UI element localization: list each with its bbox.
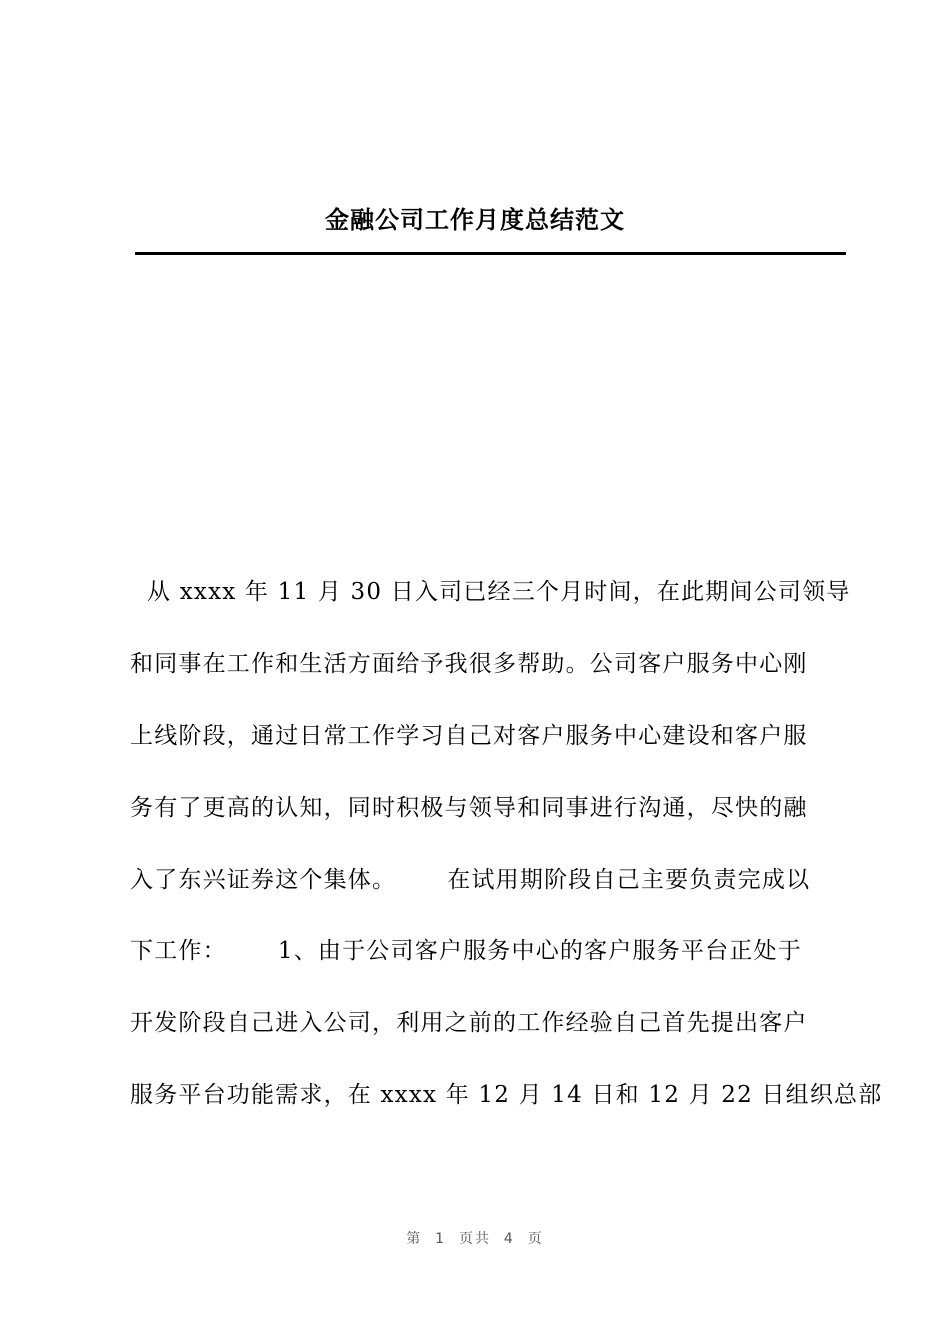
page-number-footer: 第 1 页共 4 页 [406, 1231, 544, 1247]
document-title: 金融公司工作月度总结范文 [325, 206, 625, 234]
title-divider [135, 252, 846, 255]
body-line: 入了东兴证券这个集体。 在试用期阶段自己主要负责完成以 [130, 866, 811, 893]
document-body [130, 574, 883, 1149]
body-line: 开发阶段自己进入公司，利用之前的工作经验自己首先提出客户 [130, 1010, 808, 1037]
body-line: 下工作： 1、由于公司客户服务中心的客户服务平台正处于 [130, 938, 802, 965]
body-line: 服务平台功能需求，在 xxxx 年 12 月 14 日和 12 月 22 日组织总部 [130, 1082, 883, 1109]
body-line: 从 xxxx 年 11 月 30 日入司已经三个月时间，在此期间公司领导 [130, 579, 851, 605]
body-line: 上线阶段，通过日常工作学习自己对客户服务中心建设和客户服 [130, 722, 808, 749]
body-line: 务有了更高的认知，同时积极与领导和同事进行沟通，尽快的融 [130, 794, 808, 821]
body-line: 和同事在工作和生活方面给予我很多帮助。公司客户服务中心刚 [130, 650, 808, 677]
